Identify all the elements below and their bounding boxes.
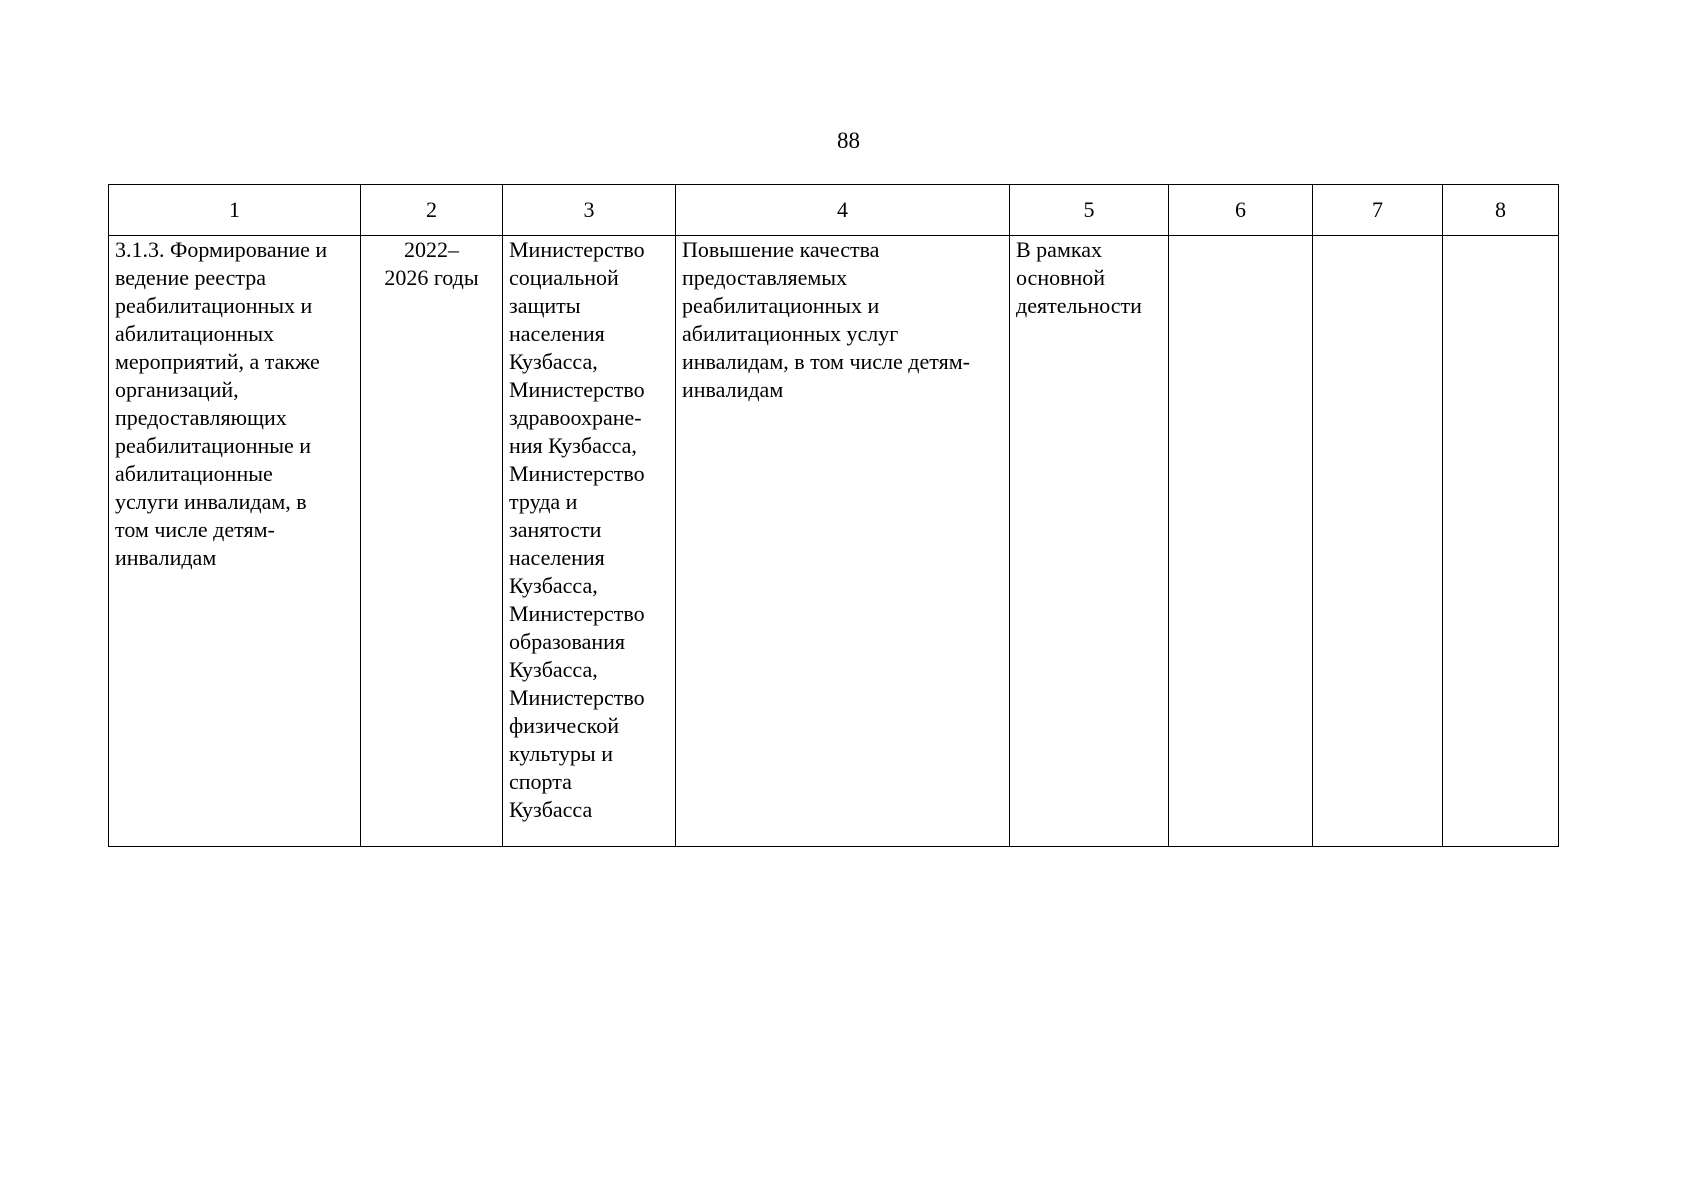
text-line: деятельности (1016, 293, 1142, 318)
measure-name (115, 236, 354, 572)
text-line: основной (1016, 265, 1106, 290)
period-cell (361, 236, 503, 847)
text-line: инвалидам (115, 545, 217, 570)
column-header: 2 (361, 185, 503, 236)
measures-table (108, 184, 1559, 847)
text-line: культуры и (509, 741, 613, 766)
column-header: 1 (109, 185, 361, 236)
expected-result (682, 236, 1003, 404)
text-line: реабилитационные и (115, 433, 312, 458)
column-header: 4 (676, 185, 1010, 236)
table-row (109, 236, 1559, 847)
text-line: Кузбасса, (509, 349, 598, 374)
text-line: физической (509, 713, 619, 738)
funding-cell (1010, 236, 1169, 847)
column-header: 5 (1010, 185, 1169, 236)
text-line: социальной (509, 265, 619, 290)
text-line: услуги инвалидам, в (115, 489, 307, 514)
measure-name-cell (109, 236, 361, 847)
text-line: инвалидам (682, 377, 784, 402)
text-line: Министерство (509, 461, 645, 486)
text-line: Повышение качества (682, 237, 880, 262)
text-line: Министерство (509, 685, 645, 710)
funding (1016, 236, 1162, 320)
executors (509, 236, 669, 824)
column-7-cell (1313, 236, 1443, 847)
text-line: Кузбасса, (509, 657, 598, 682)
text-line: ведение реестра (115, 265, 266, 290)
text-line: защиты (509, 293, 581, 318)
text-line: населения (509, 545, 605, 570)
text-line: Министерство (509, 237, 645, 262)
column-header: 6 (1169, 185, 1313, 236)
executors-cell (503, 236, 676, 847)
text-line: абилитационных (115, 321, 275, 346)
text-line: предоставляемых (682, 265, 848, 290)
text-line: абилитационные (115, 461, 273, 486)
text-line: организаций, (115, 377, 239, 402)
period (367, 236, 496, 292)
text-line: реабилитационных и (115, 293, 313, 318)
text-line: ния Кузбасса, (509, 433, 637, 458)
text-line: труда и (509, 489, 578, 514)
text-line: Министерство (509, 377, 645, 402)
text-line: реабилитационных и (682, 293, 880, 318)
text-line: предоставляющих (115, 405, 287, 430)
column-6-cell (1169, 236, 1313, 847)
text-line: 2026 годы (384, 265, 479, 290)
column-header: 8 (1443, 185, 1559, 236)
text-line: населения (509, 321, 605, 346)
text-line: мероприятий, а также (115, 349, 320, 374)
text-line: инвалидам, в том числе детям- (682, 349, 970, 374)
text-line: том числе детям- (115, 517, 275, 542)
text-line: 2022– (404, 237, 459, 262)
column-header: 3 (503, 185, 676, 236)
page-number: 88 (837, 128, 860, 153)
text-line: здравоохране- (509, 405, 642, 430)
text-line: спорта (509, 769, 572, 794)
column-8-cell (1443, 236, 1559, 847)
text-line: Кузбасса (509, 797, 593, 822)
text-line: В рамках (1016, 237, 1102, 262)
column-header: 7 (1313, 185, 1443, 236)
text-line: абилитационных услуг (682, 321, 899, 346)
text-line: Министерство (509, 601, 645, 626)
text-line: 3.1.3. Формирование и (115, 237, 328, 262)
table-header-row (109, 185, 1559, 236)
text-line: Кузбасса, (509, 573, 598, 598)
expected-result-cell (676, 236, 1010, 847)
text-line: занятости (509, 517, 602, 542)
text-line: образования (509, 629, 626, 654)
